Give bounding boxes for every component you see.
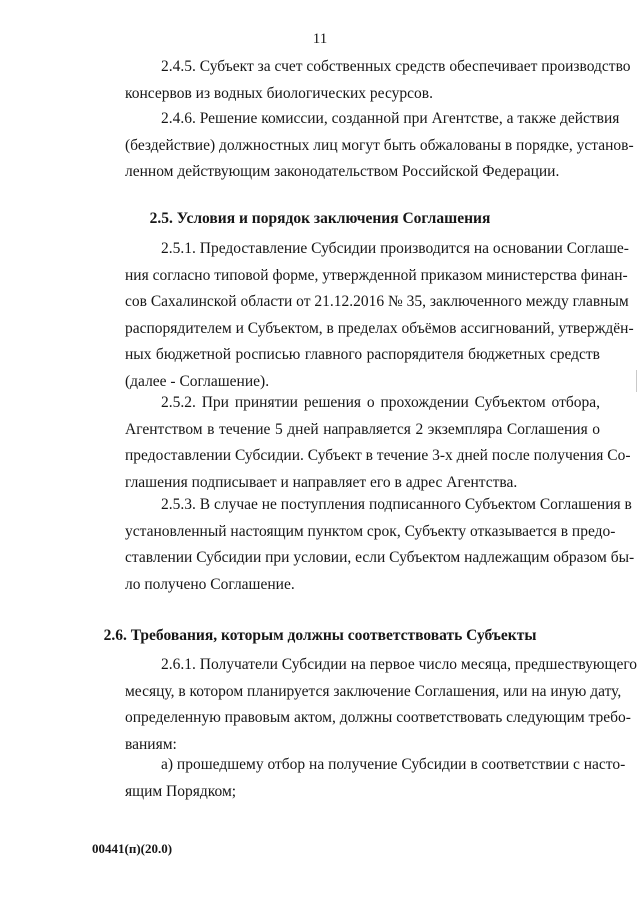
paragraph-line: консервов из водных биологических ресурсов. bbox=[125, 84, 433, 102]
paragraph-line: месяцу, в котором планируется заключение Соглашения, или на иную дату, bbox=[125, 682, 622, 700]
section-heading-2-6: 2.6. Требования, которым должны соответствовать Субъекты bbox=[103, 627, 537, 644]
paragraph-line: 2.4.5. Субъект за счет собственных средств обеспечивает производство bbox=[161, 58, 631, 75]
paragraph-line: предоставлении Субсидии. Субъект в течение 3-х дней после получения Со- bbox=[125, 447, 631, 464]
paragraph-line: 2.5.1. Предоставление Субсидии производится на основании Соглаше- bbox=[161, 240, 629, 257]
document-code: 00441(п)(20.0) bbox=[92, 841, 173, 856]
paragraph-line: определенную правовым актом, должны соответствовать следующим требо- bbox=[125, 709, 631, 726]
paragraph-2-5-2 bbox=[125, 390, 631, 496]
scan-artifact-mark bbox=[636, 370, 637, 392]
paragraph-line: (бездействие) должностных лиц могут быть обжалованы в порядке, установ- bbox=[125, 136, 634, 154]
paragraph-2-4-6 bbox=[125, 106, 634, 186]
paragraph-2-5-1 bbox=[125, 236, 634, 395]
paragraph-line: 2.4.6. Решение комиссии, созданной при Агентстве, а также действия bbox=[161, 110, 620, 127]
paragraph-2-5-3 bbox=[125, 492, 635, 598]
paragraph-line: ленном действующим законодательством Российской Федерации. bbox=[125, 163, 560, 180]
paragraph-2-4-5 bbox=[125, 54, 631, 107]
section-heading-2-5: 2.5. Условия и порядок заключения Соглашения bbox=[149, 210, 491, 227]
paragraph-line: (далее - Соглашение). bbox=[125, 372, 270, 390]
paragraph-line: установленный настоящим пунктом срок, Субъекту отказывается в предо- bbox=[125, 522, 616, 540]
paragraph-line: ящим Порядком; bbox=[125, 782, 237, 800]
page-number: 11 bbox=[312, 31, 328, 47]
paragraph-line: распорядителем и Субъектом, в пределах объёмов ассигнований, утверждён- bbox=[125, 319, 634, 337]
paragraph-line: ния согласно типовой форме, утвержденной приказом министерства финан- bbox=[125, 266, 628, 284]
paragraph-line: Агентством в течение 5 дней направляется 2 экземпляра Соглашения о bbox=[125, 420, 600, 438]
paragraph-line: ставлении Субсидии при условии, если Субъектом надлежащим образом бы- bbox=[125, 549, 635, 566]
paragraph-line: глашения подписывает и направляет его в адрес Агентства. bbox=[125, 473, 518, 491]
paragraph-2-6-1 bbox=[125, 652, 638, 758]
paragraph-item-a bbox=[125, 752, 626, 805]
paragraph-line: ных бюджетной росписью главного распорядителя бюджетных средств bbox=[125, 346, 600, 363]
paragraph-line: ло получено Соглашение. bbox=[125, 575, 295, 593]
paragraph-line: 2.6.1. Получатели Субсидии на первое число месяца, предшествующего bbox=[161, 656, 638, 673]
paragraph-line: 2.5.2. При принятии решения о прохождении Субъектом отбора, bbox=[161, 394, 600, 411]
paragraph-line: сов Сахалинской области от 21.12.2016 № 35, заключенного между главным bbox=[125, 293, 629, 310]
paragraph-line: а) прошедшему отбор на получение Субсидии в соответствии с насто- bbox=[161, 756, 626, 773]
paragraph-line: 2.5.3. В случае не поступления подписанного Субъектом Соглашения в bbox=[161, 496, 632, 513]
paragraph-line: ваниям: bbox=[125, 735, 177, 753]
